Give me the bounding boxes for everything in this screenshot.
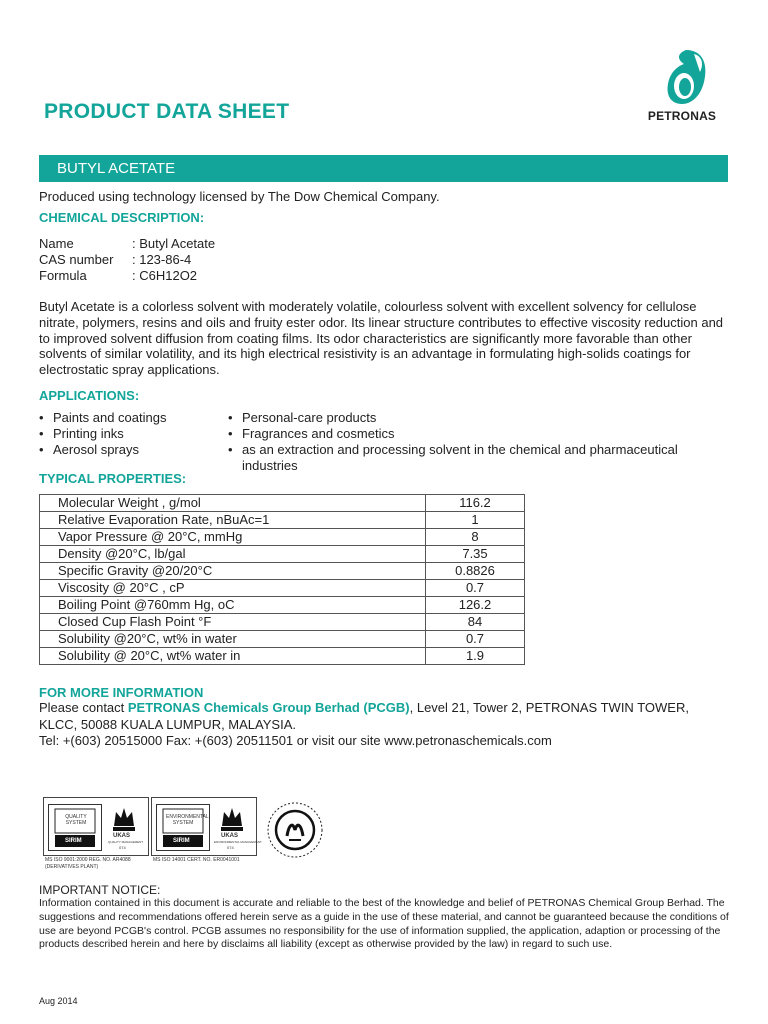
formula-value: : C6H12O2 bbox=[132, 268, 198, 283]
ukas-mark: UKAS QUALITY MANAGEMENT 074 bbox=[106, 804, 142, 849]
table-row bbox=[40, 580, 525, 597]
intro-text: Produced using technology licensed by The Dow Chemical Company. bbox=[39, 189, 440, 204]
formula-row bbox=[39, 268, 197, 283]
sirim-environmental-mark: ENVIRONMENTAL SYSTEM SIRIM bbox=[156, 804, 210, 851]
property-label: Relative Evaporation Rate, nBuAc=1 bbox=[40, 512, 426, 529]
table-row bbox=[40, 563, 525, 580]
property-value: 126.2 bbox=[426, 597, 525, 614]
more-information-heading: FOR MORE INFORMATION bbox=[39, 685, 204, 700]
table-row bbox=[40, 529, 525, 546]
property-value: 116.2 bbox=[426, 495, 525, 512]
ukas-mark: UKAS ENVIRONMENTAL MANAGEMENT 074 bbox=[214, 804, 250, 849]
property-value: 0.8826 bbox=[426, 563, 525, 580]
application-item: • Paints and coatings bbox=[39, 410, 167, 425]
halal-logo bbox=[265, 800, 325, 860]
product-name: BUTYL ACETATE bbox=[57, 160, 176, 177]
table-row bbox=[40, 631, 525, 648]
property-label: Solubility @20°C, wt% in water bbox=[40, 631, 426, 648]
crown-icon bbox=[106, 804, 142, 834]
table-row bbox=[40, 648, 525, 665]
property-value: 1.9 bbox=[426, 648, 525, 665]
property-value: 0.7 bbox=[426, 580, 525, 597]
property-label: Solubility @ 20°C, wt% water in bbox=[40, 648, 426, 665]
property-label: Closed Cup Flash Point °F bbox=[40, 614, 426, 631]
properties-table bbox=[39, 494, 525, 665]
name-key: Name bbox=[39, 236, 74, 251]
sirim-quality-mark: QUALITY SYSTEM SIRIM bbox=[48, 804, 102, 851]
formula-key: Formula bbox=[39, 268, 87, 283]
property-value: 1 bbox=[426, 512, 525, 529]
cas-row bbox=[39, 252, 191, 267]
company-name: PETRONAS Chemicals Group Berhad (PCGB) bbox=[127, 700, 410, 715]
application-item: • Personal-care products bbox=[228, 410, 377, 425]
name-row bbox=[39, 236, 215, 251]
petronas-logo-icon bbox=[664, 48, 708, 106]
contact-line[interactable]: Tel: +(603) 20515000 Fax: +(603) 20511501 or visit our site www.petronaschemicals.com bbox=[39, 733, 552, 748]
property-label: Boiling Point @760mm Hg, oC bbox=[40, 597, 426, 614]
notice-text: Information contained in this document is accurate and reliable to the best of the knowledge and belief of PETRONAS Chemical Group Berhad. The suggestions and recommendations offered herein serve as a guide in the use of these material, and cannot be guaranteed because the conditions of use are beyond PCGB's control. PCGB assumes no responsibility for the use of information supplied, the application, adaption or processing of the products described herein and here by disclaims all liability (except as otherwise provided by the law) in regard to such use. bbox=[39, 897, 729, 951]
property-label: Density @20°C, lb/gal bbox=[40, 546, 426, 563]
document-date: Aug 2014 bbox=[39, 996, 78, 1006]
cas-value: : 123-86-4 bbox=[132, 252, 192, 267]
name-value: : Butyl Acetate bbox=[132, 236, 216, 251]
property-value: 8 bbox=[426, 529, 525, 546]
petronas-logo bbox=[634, 48, 730, 126]
property-value: 7.35 bbox=[426, 546, 525, 563]
environmental-certification-badge bbox=[151, 797, 262, 856]
brand-name: PETRONAS bbox=[647, 109, 717, 123]
table-row bbox=[40, 597, 525, 614]
table-row bbox=[40, 614, 525, 631]
application-item: • Fragrances and cosmetics bbox=[228, 426, 395, 441]
table-row bbox=[40, 495, 525, 512]
property-value: 84 bbox=[426, 614, 525, 631]
contact-block: Please contact PETRONAS Chemicals Group Berhad (PCGB), Level 21, Tower 2, PETRONAS TWIN TOWER, KLCC, 50088 KUALA LUMPUR, MALAYSIA. Tel: +(603) 20515000 Fax: +(603) 20511501 or visit our site www.petronaschemicals.com bbox=[39, 700, 689, 748]
description-paragraph: Butyl Acetate is a colorless solvent with moderately volatile, colourless solvent with excellent solvency for cellulose nitrate, polymers, resins and oils and fruity ester odor. Its linear structure contributes to effective viscosity reduction and to improved solvent diffusion from coating films. Its odor characteristics are significantly more favorable than other solvents of similar volatility, and its high electrical resistivity is an advantage in formulating high-solids coatings for electrostatic spray applications. bbox=[39, 299, 724, 378]
halal-icon bbox=[265, 800, 325, 860]
product-banner bbox=[39, 155, 728, 182]
typical-properties-heading: TYPICAL PROPERTIES: bbox=[39, 471, 187, 486]
property-label: Vapor Pressure @ 20°C, mmHg bbox=[40, 529, 426, 546]
table-row bbox=[40, 546, 525, 563]
page-title: PRODUCT DATA SHEET bbox=[44, 100, 290, 123]
application-item: • as an extraction and processing solvent in the chemical and pharmaceutical industries bbox=[228, 442, 678, 473]
crown-icon bbox=[214, 804, 250, 834]
chemical-description-heading: CHEMICAL DESCRIPTION: bbox=[39, 210, 205, 225]
application-item: • Aerosol sprays bbox=[39, 442, 139, 457]
property-label: Molecular Weight , g/mol bbox=[40, 495, 426, 512]
quality-certification-badge bbox=[43, 797, 149, 856]
property-label: Viscosity @ 20°C , cP bbox=[40, 580, 426, 597]
property-label: Specific Gravity @20/20°C bbox=[40, 563, 426, 580]
property-value: 0.7 bbox=[426, 631, 525, 648]
application-item: • Printing inks bbox=[39, 426, 124, 441]
table-row bbox=[40, 512, 525, 529]
applications-heading: APPLICATIONS: bbox=[39, 388, 140, 403]
cas-key: CAS number bbox=[39, 252, 114, 267]
notice-heading: IMPORTANT NOTICE: bbox=[39, 883, 161, 897]
